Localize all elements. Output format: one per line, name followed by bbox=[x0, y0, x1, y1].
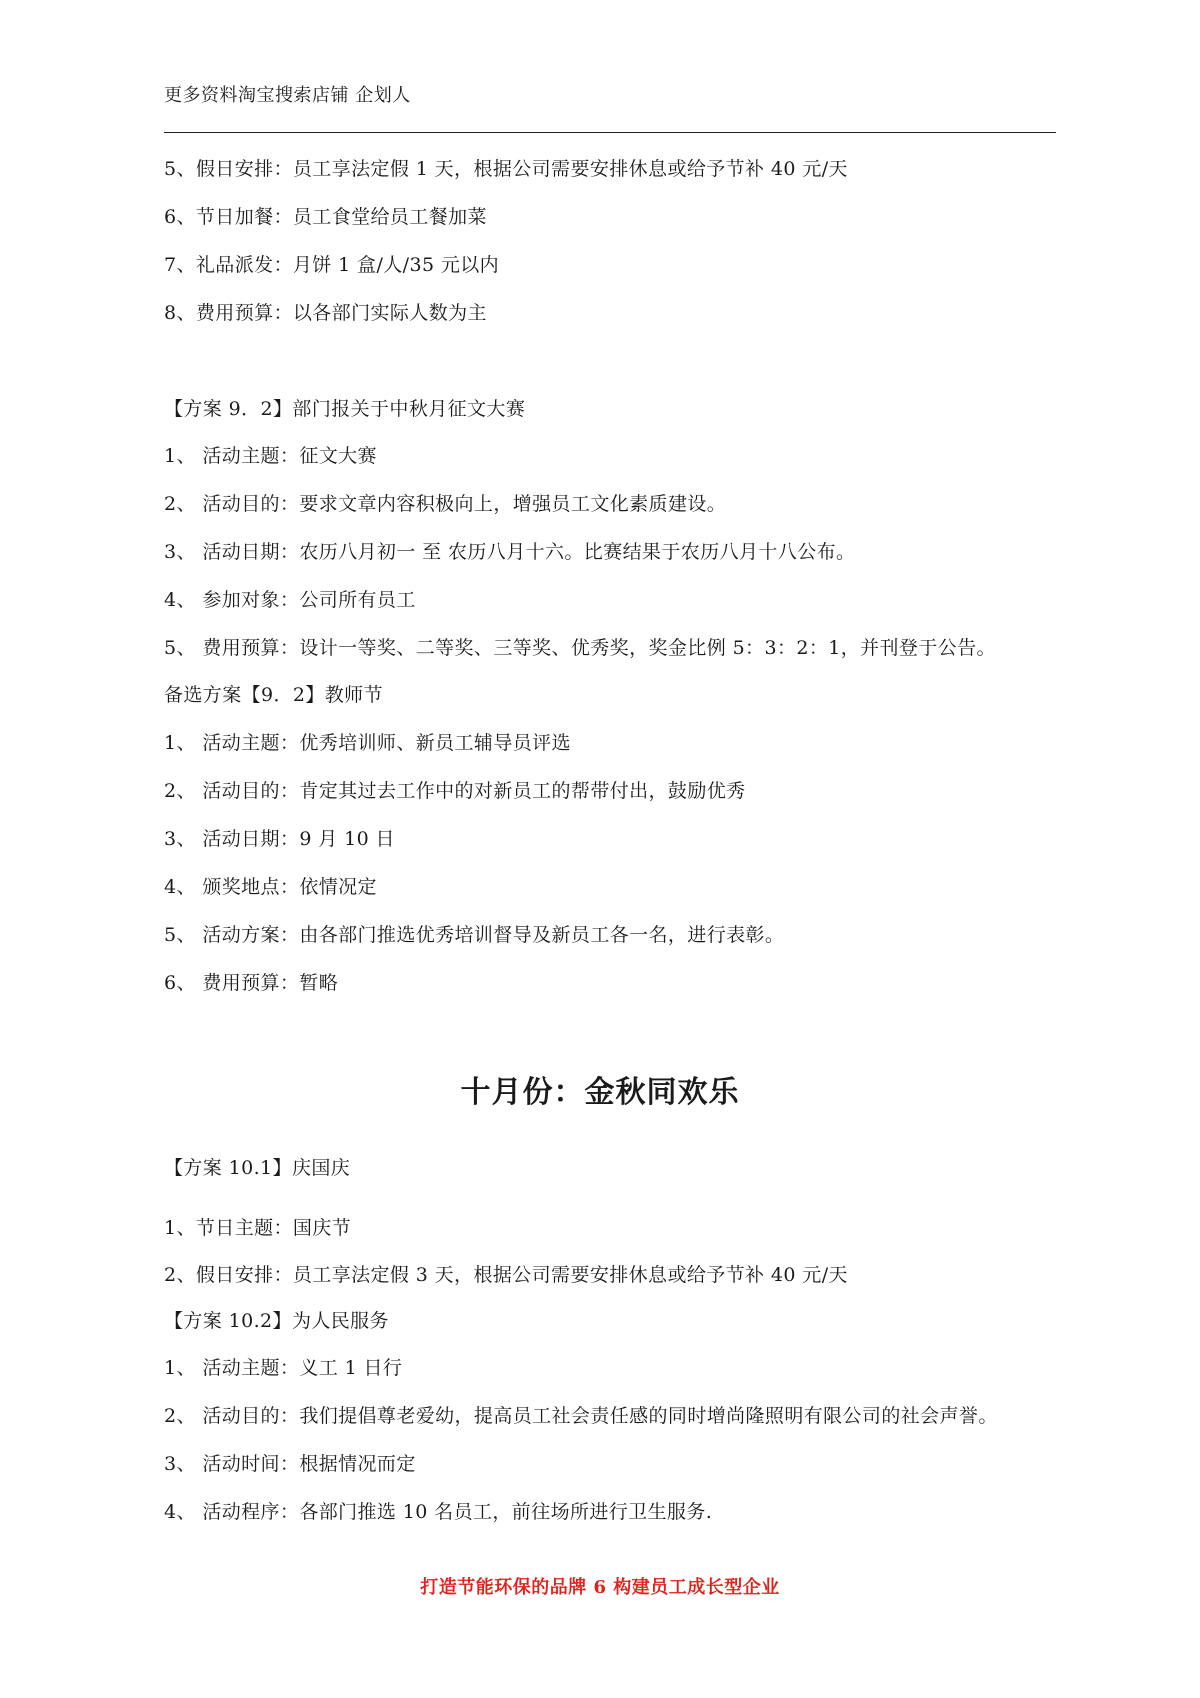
text-line: 7、礼品派发：月饼 1 盒/人/35 元以内 bbox=[164, 254, 500, 276]
header-divider bbox=[164, 132, 1056, 133]
text-line: 1、 活动主题：征文大赛 bbox=[164, 445, 377, 467]
page-footer: 打造节能环保的品牌 6 构建员工成长型企业 bbox=[420, 1577, 780, 1598]
section-title: 【方案 10.2】为人民服务 bbox=[164, 1310, 389, 1332]
text-line: 5、 活动方案：由各部门推选优秀培训督导及新员工各一名，进行表彰。 bbox=[164, 924, 785, 946]
text-line: 6、节日加餐：员工食堂给员工餐加菜 bbox=[164, 206, 487, 228]
text-line: 1、 活动主题：义工 1 日行 bbox=[164, 1357, 403, 1379]
section-title: 【方案 10.1】庆国庆 bbox=[164, 1157, 351, 1179]
text-line: 6、 费用预算：暂略 bbox=[164, 972, 339, 994]
text-line: 3、 活动日期：农历八月初一 至 农历八月十六。比赛结果于农历八月十八公布。 bbox=[164, 541, 856, 563]
text-line: 2、 活动目的：肯定其过去工作中的对新员工的帮带付出，鼓励优秀 bbox=[164, 780, 746, 802]
text-line: 4、 颁奖地点：依情况定 bbox=[164, 876, 377, 898]
text-line: 1、 活动主题：优秀培训师、新员工辅导员评选 bbox=[164, 732, 571, 754]
text-line: 5、 费用预算：设计一等奖、二等奖、三等奖、优秀奖，奖金比例 5：3：2：1，并刊登于公告。 bbox=[164, 637, 996, 659]
section-title: 【方案 9．2】部门报关于中秋月征文大赛 bbox=[164, 398, 526, 420]
text-line: 2、假日安排：员工享法定假 3 天，根据公司需要安排休息或给予节补 40 元/天 bbox=[164, 1264, 848, 1286]
text-line: 2、 活动目的：我们提倡尊老爱幼，提高员工社会责任感的同时增尚隆照明有限公司的社会声誉。 bbox=[164, 1405, 998, 1427]
text-line: 5、假日安排：员工享法定假 1 天，根据公司需要安排休息或给予节补 40 元/天 bbox=[164, 158, 848, 180]
page-header: 更多资料淘宝搜索店铺 企划人 bbox=[164, 85, 411, 106]
text-line: 3、 活动时间：根据情况而定 bbox=[164, 1453, 416, 1475]
text-line: 4、 参加对象：公司所有员工 bbox=[164, 589, 416, 611]
text-line: 3、 活动日期：9 月 10 日 bbox=[164, 828, 395, 850]
text-line: 1、节日主题：国庆节 bbox=[164, 1217, 352, 1239]
section-title: 备选方案【9．2】教师节 bbox=[164, 684, 383, 706]
text-line: 8、费用预算：以各部门实际人数为主 bbox=[164, 302, 487, 324]
section-heading: 十月份：金秋同欢乐 bbox=[460, 1075, 740, 1110]
text-line: 4、 活动程序：各部门推选 10 名员工，前往场所进行卫生服务. bbox=[164, 1501, 713, 1523]
text-line: 2、 活动目的：要求文章内容积极向上，增强员工文化素质建设。 bbox=[164, 493, 727, 515]
